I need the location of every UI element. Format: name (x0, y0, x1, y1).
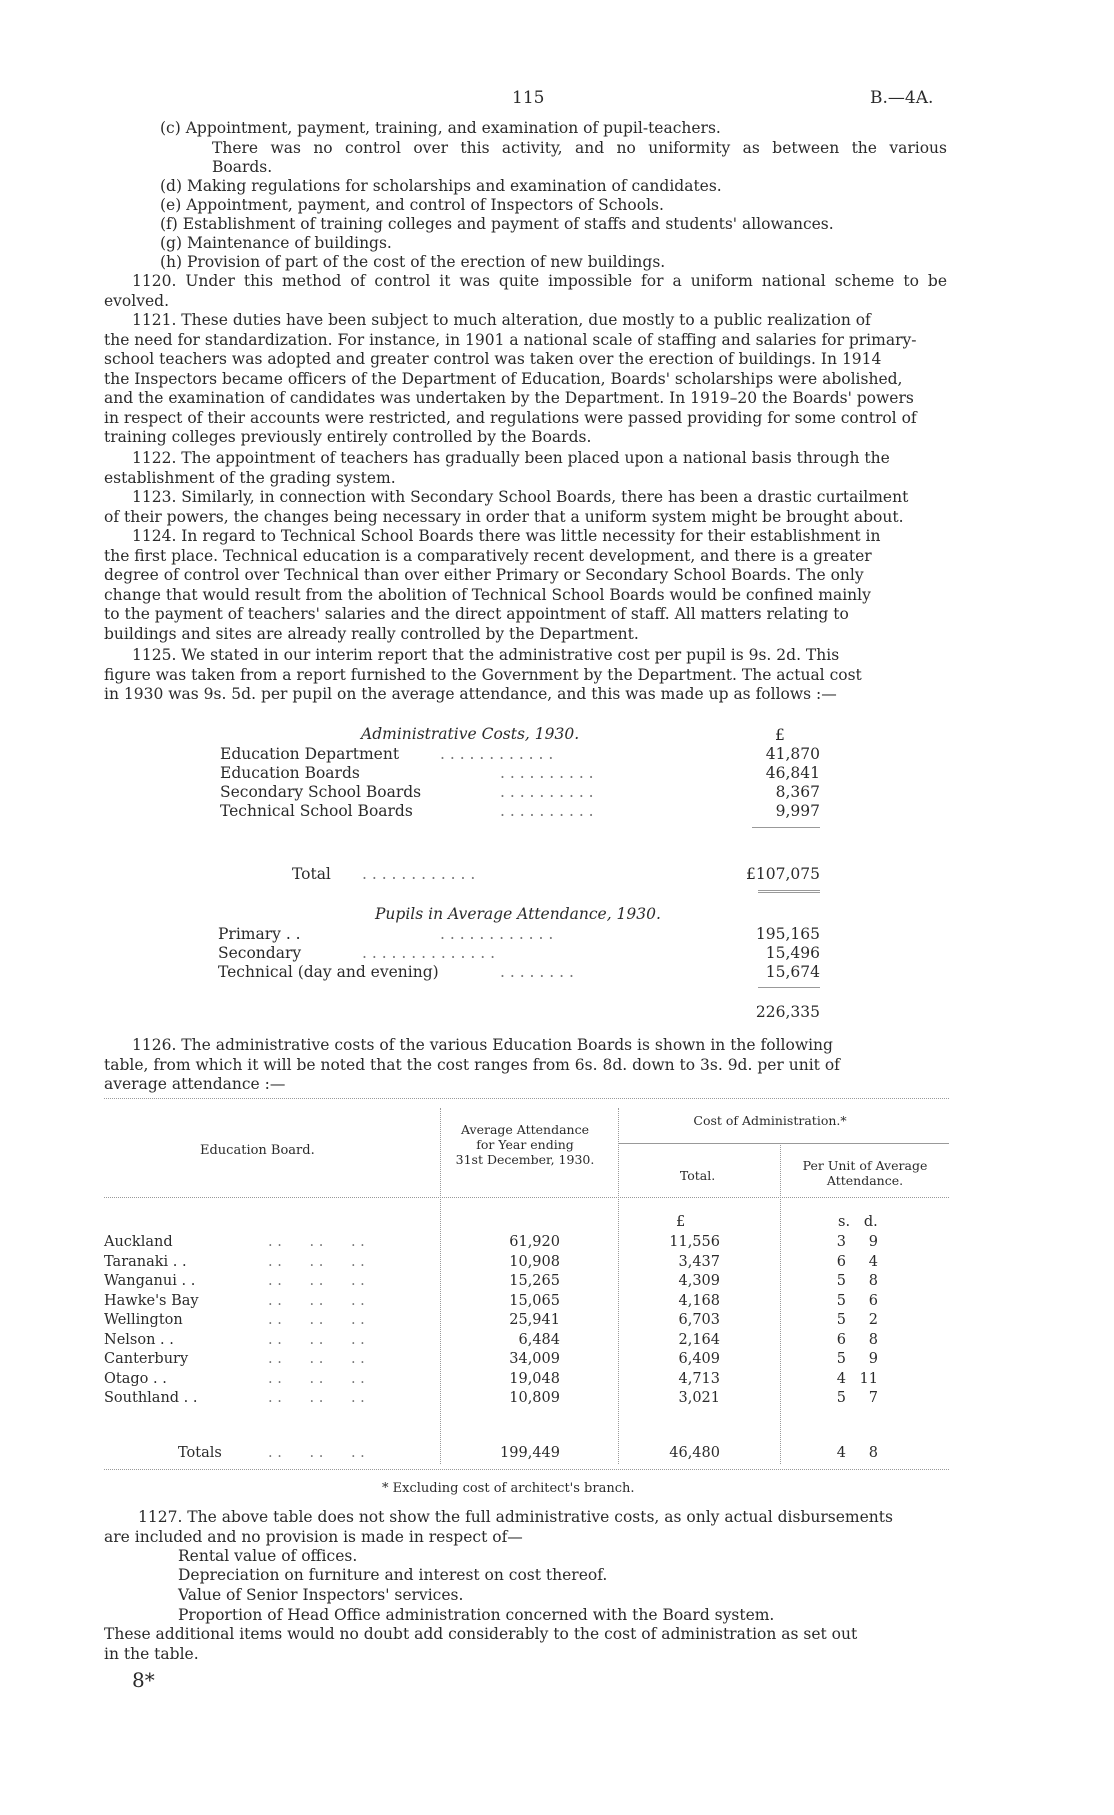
board-attendance: 25,941 (509, 1312, 560, 1328)
board-dots: . . . . . . (268, 1312, 365, 1328)
admin-row-value: 46,841 (765, 764, 820, 782)
paragraph-line: 1126. The administrative costs of the various Education Boards is shown in the following (132, 1036, 833, 1054)
column-divider (780, 1143, 781, 1464)
board-cost-shillings: 6 (836, 1331, 846, 1348)
admin-total-rule (752, 827, 820, 828)
board-cost-pence: 9 (868, 1351, 878, 1367)
list-item-c-note-cont: Boards. (212, 158, 273, 176)
paragraph-line: in the table. (104, 1644, 199, 1663)
totals-label: Totals (178, 1445, 222, 1461)
column-header-cost: Cost of Administration.* (693, 1113, 847, 1128)
cost-header-rule (618, 1143, 949, 1144)
paragraph-line: change that would result from the abolition of Technical School Boards would be confined mainly (104, 585, 871, 604)
board-cost-total: 4,309 (678, 1273, 720, 1289)
board-cost-shillings: 5 (836, 1312, 846, 1328)
admin-row-value: 8,367 (775, 783, 820, 801)
admin-row-dots: . . . . . . . . . . (500, 802, 594, 820)
board-cost-pence: 7 (868, 1390, 878, 1406)
totals-cost-pence: 8 (868, 1445, 878, 1461)
list-item-c-note: There was no control over this activity, and no uniformity as between the various (212, 139, 947, 157)
paragraph-1124 (104, 527, 947, 644)
paragraph-line: These additional items would no doubt add considerably to the cost of administration as set out (104, 1625, 858, 1643)
board-dots: . . . . . . (268, 1390, 365, 1406)
board-dots: . . . . . . (268, 1253, 365, 1270)
totals-attendance: 199,449 (500, 1445, 560, 1461)
paragraph-line: 1124. In regard to Technical School Boards there was little necessity for their establishment in (132, 527, 881, 545)
board-cost-pence: 2 (868, 1312, 878, 1328)
board-cost-total: 4,713 (678, 1370, 720, 1387)
paragraph-line: are included and no provision is made in respect of— (104, 1527, 523, 1546)
paragraph-line: school teachers was adopted and greater control was taken over the erection of buildings. In 1914 (104, 350, 882, 368)
paragraph-line: 1125. We stated in our interim report that the administrative cost per pupil is 9s. 2d. This (132, 646, 840, 664)
paragraph-line: 1123. Similarly, in connection with Secondary School Boards, there has been a drastic curtailment (132, 488, 909, 506)
board-cost-total: 3,021 (678, 1390, 720, 1406)
board-cost-shillings: 5 (836, 1292, 846, 1309)
admin-row-label: Secondary School Boards (220, 783, 422, 801)
admin-row-value: 9,997 (775, 802, 820, 820)
paragraph-1120 (104, 272, 947, 311)
paragraph-line: to the payment of teachers' salaries and the direct appointment of staff. All matters relating to (104, 605, 849, 623)
paragraph-line: in respect of their accounts were restricted, and regulations were passed providing for some control of (104, 408, 917, 427)
pupils-row-dots: . . . . . . . . . . . . (440, 925, 554, 943)
paragraph-1122 (104, 449, 947, 488)
pupils-row-value: 195,165 (755, 925, 820, 943)
footer-signature-mark: 8* (132, 1668, 155, 1692)
list-item-g: (g) Maintenance of buildings. (160, 234, 392, 252)
admin-row-dots: . . . . . . . . . . (500, 764, 594, 782)
board-cost-pence: 8 (868, 1273, 878, 1289)
paragraph-1126 (104, 1036, 947, 1095)
board-cost-shillings: 5 (836, 1351, 846, 1367)
paragraph-1125 (104, 646, 947, 705)
paragraph-line: the need for standardization. For instance, in 1901 a national scale of staffing and salaries for primary- (104, 330, 917, 349)
column-header-attendance: for Year ending (476, 1137, 574, 1152)
admin-row-label: Education Department (220, 745, 400, 763)
table-top-rule (104, 1098, 949, 1099)
paragraph-1127 (104, 1508, 947, 1547)
board-attendance: 10,809 (509, 1390, 560, 1406)
header-bottom-rule (104, 1197, 949, 1198)
board-cost-pence: 11 (859, 1370, 878, 1387)
paragraph-1127-item: Rental value of offices. (178, 1547, 358, 1565)
totals-cost-shillings: 4 (836, 1445, 846, 1461)
column-header-attendance: 31st December, 1930. (455, 1152, 595, 1167)
board-cost-total: 3,437 (678, 1253, 720, 1270)
table-footnote: * Excluding cost of architect's branch. (382, 1481, 635, 1496)
board-cost-pence: 9 (868, 1234, 878, 1250)
paragraph-line: evolved. (104, 291, 169, 310)
board-attendance: 19,048 (509, 1370, 560, 1387)
admin-total-label: Total (292, 865, 331, 883)
paragraph-line: 1120. Under this method of control it was quite impossible for a uniform national scheme to be (132, 272, 947, 290)
paragraph-1127-end (104, 1625, 947, 1664)
unit-pound: £ (676, 1214, 686, 1230)
board-cost-shillings: 5 (836, 1273, 846, 1289)
paragraph-line: 1122. The appointment of teachers has gradually been placed upon a national basis through the (132, 449, 890, 467)
pupils-total-rule (758, 987, 820, 988)
pupils-row-label: Technical (day and evening) (218, 963, 439, 981)
board-name: Taranaki . . (104, 1253, 187, 1270)
board-name: Nelson . . (104, 1331, 174, 1348)
board-name: Auckland (104, 1234, 173, 1250)
board-name: Otago . . (104, 1370, 167, 1387)
paragraph-line: degree of control over Technical than over either Primary or Secondary School Boards. The only (104, 566, 864, 584)
admin-costs-title: Administrative Costs, 1930. (361, 725, 580, 743)
admin-total-double-rule (758, 890, 820, 893)
board-dots: . . . . . . (268, 1370, 365, 1387)
paragraph-line: average attendance :— (104, 1075, 286, 1093)
pupils-row-dots: . . . . . . . . (500, 963, 574, 981)
board-cost-total: 2,164 (678, 1331, 720, 1348)
board-attendance: 6,484 (518, 1331, 560, 1348)
admin-row-label: Technical School Boards (220, 802, 413, 820)
column-header-per-unit: Per Unit of Average (802, 1158, 928, 1173)
paragraph-line: training colleges previously entirely controlled by the Boards. (104, 428, 592, 446)
list-item-h: (h) Provision of part of the cost of the erection of new buildings. (160, 253, 666, 271)
paragraph-line: and the examination of candidates was undertaken by the Department. In 1919–20 the Boards' powers (104, 389, 914, 407)
board-dots: . . . . . . (268, 1331, 365, 1348)
admin-row-value: 41,870 (765, 745, 820, 763)
board-dots: . . . . . . (268, 1273, 365, 1289)
pupils-row-dots: . . . . . . . . . . . . . . (362, 944, 496, 962)
totals-dots: . . . . . . (268, 1445, 365, 1461)
board-dots: . . . . . . (268, 1292, 365, 1309)
board-attendance: 15,065 (509, 1292, 560, 1309)
admin-total-dots: . . . . . . . . . . . . (362, 865, 476, 883)
totals-cost-total: 46,480 (669, 1445, 720, 1461)
admin-row-dots: . . . . . . . . . . . . (440, 745, 554, 763)
paragraph-line: of their powers, the changes being necessary in order that a uniform system might be brought about. (104, 507, 904, 526)
document-reference: B.—4A. (870, 88, 934, 108)
column-divider (440, 1108, 441, 1464)
pupils-row-value: 15,496 (765, 944, 820, 962)
board-name: Wellington (104, 1312, 183, 1328)
unit-shillings-pence: s. d. (838, 1214, 878, 1230)
list-item-e: (e) Appointment, payment, and control of Inspectors of Schools. (160, 196, 664, 214)
list-item-f: (f) Establishment of training colleges and payment of staffs and students' allowances. (160, 215, 834, 233)
admin-row-label: Education Boards (220, 764, 360, 782)
page-number: 115 (512, 88, 545, 108)
paragraph-line: 1127. The above table does not show the full administrative costs, as only actual disbursements (138, 1508, 893, 1526)
list-item-d: (d) Making regulations for scholarships and examination of candidates. (160, 177, 722, 195)
paragraph-line: 1121. These duties have been subject to much alteration, due mostly to a public realization of (132, 311, 871, 329)
board-name: Hawke's Bay (104, 1292, 199, 1309)
board-cost-shillings: 5 (836, 1390, 846, 1406)
column-divider (618, 1108, 619, 1464)
admin-row-dots: . . . . . . . . . . (500, 783, 594, 801)
pupils-total-value: 226,335 (755, 1003, 820, 1021)
board-attendance: 15,265 (509, 1273, 560, 1289)
paragraph-1127-item: Depreciation on furniture and interest on cost thereof. (178, 1566, 608, 1584)
board-cost-total: 4,168 (678, 1292, 720, 1309)
table-bottom-rule (104, 1469, 949, 1470)
column-header-per-unit: Attendance. (826, 1173, 904, 1188)
paragraph-line: establishment of the grading system. (104, 468, 396, 487)
paragraph-line: the first place. Technical education is a comparatively recent development, and there is a greater (104, 546, 872, 565)
pupils-title: Pupils in Average Attendance, 1930. (375, 905, 661, 923)
board-cost-total: 11,556 (669, 1234, 720, 1250)
board-cost-pence: 4 (868, 1253, 878, 1270)
board-dots: . . . . . . (268, 1234, 365, 1250)
pupils-row-value: 15,674 (765, 963, 820, 981)
paragraph-line: figure was taken from a report furnished to the Government by the Department. The actual cost (104, 665, 862, 684)
column-header-board: Education Board. (200, 1143, 315, 1158)
board-name: Wanganui . . (104, 1273, 196, 1289)
paragraph-1127-item: Value of Senior Inspectors' services. (178, 1586, 464, 1604)
pupils-row-label: Secondary (218, 944, 302, 962)
paragraph-1127-item: Proportion of Head Office administration concerned with the Board system. (178, 1606, 775, 1624)
board-attendance: 10,908 (509, 1253, 560, 1270)
paragraph-line: buildings and sites are already really controlled by the Department. (104, 624, 639, 643)
paragraph-line: table, from which it will be noted that the cost ranges from 6s. 8d. down to 3s. 9d. per unit of (104, 1055, 840, 1074)
paragraph-line: in 1930 was 9s. 5d. per pupil on the average attendance, and this was made up as follows :— (104, 685, 837, 703)
board-cost-pence: 8 (868, 1331, 878, 1348)
admin-total-value: £107,075 (746, 865, 820, 883)
paragraph-1121 (104, 311, 947, 448)
pupils-row-label: Primary . . (218, 925, 301, 943)
board-attendance: 61,920 (509, 1234, 560, 1250)
board-cost-shillings: 3 (836, 1234, 846, 1250)
list-item-c: (c) Appointment, payment, training, and examination of pupil-teachers. (160, 119, 721, 137)
paragraph-1123 (104, 488, 947, 527)
admin-costs-currency: £ (775, 726, 785, 744)
board-cost-shillings: 6 (836, 1253, 846, 1270)
column-header-attendance: Average Attendance (461, 1122, 589, 1137)
board-attendance: 34,009 (509, 1351, 560, 1367)
board-cost-shillings: 4 (836, 1370, 846, 1387)
board-name: Southland . . (104, 1390, 198, 1406)
column-header-total: Total. (679, 1168, 716, 1183)
board-cost-pence: 6 (868, 1292, 878, 1309)
board-cost-total: 6,703 (678, 1312, 720, 1328)
board-name: Canterbury (104, 1351, 189, 1367)
paragraph-line: the Inspectors became officers of the Department of Education, Boards' scholarships were abolished, (104, 369, 903, 388)
board-dots: . . . . . . (268, 1351, 365, 1367)
board-cost-total: 6,409 (678, 1351, 720, 1367)
